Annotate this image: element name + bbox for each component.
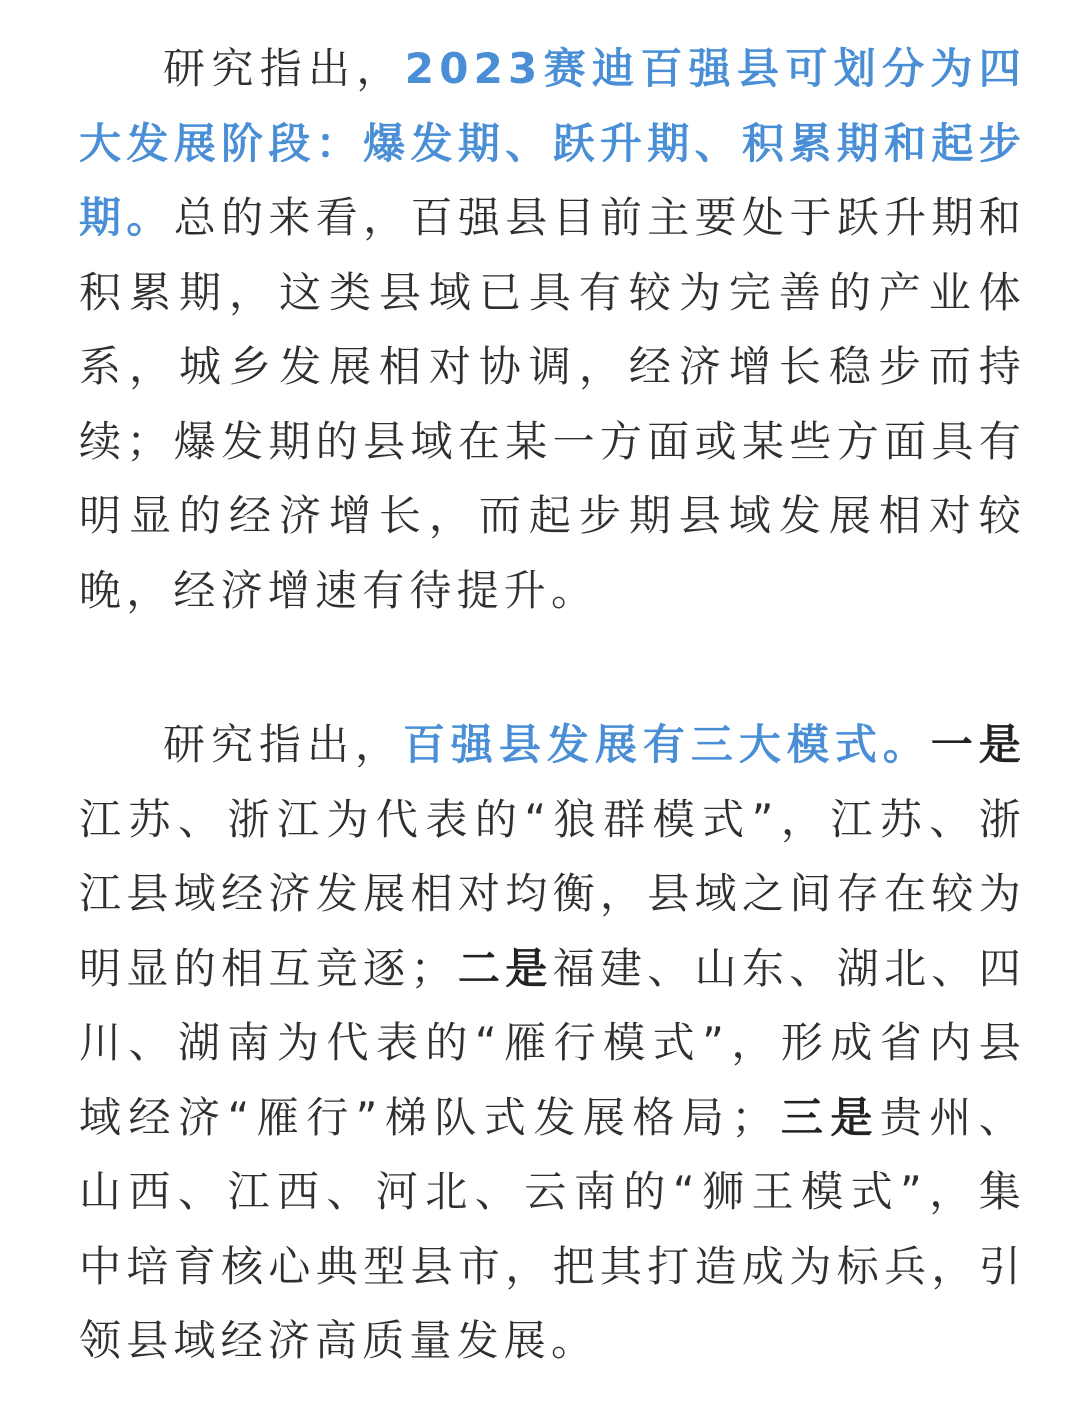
article-body (79, 0, 1026, 1379)
paragraph-development-modes (79, 708, 1026, 1379)
mode-three-label: 三是 (778, 1092, 880, 1142)
paragraph-development-stages (79, 0, 1026, 628)
mode-two-label: 二是 (457, 943, 553, 993)
paragraph-text: 总的来看，百强县目前主要处于跃升期和积累期，这类县域已具有较为完善的产业体系，城乡发展相对协调，经济增长稳步而持续；爆发期的县域在某一方面或某些方面具有明显的经济增长，而起步期县域发展相对较晚，经济增速有待提升。 (79, 193, 1026, 615)
paragraph-lead: 研究指出， (163, 720, 403, 769)
mode-one-text: 江苏、浙江为代表的“狼群模式”，江苏、浙江县域经济发展相对均衡，县域之间存在较为明显的相互竞逐； (79, 794, 1026, 993)
mode-three-text: 贵州、山西、江西、河北、云南的“狮王模式”，集中培育核心典型县市，把其打造成为标兵，引领县域经济高质量发展。 (79, 1092, 1026, 1365)
highlight-stages: 2023赛迪百强县可划分为四大发展阶段：爆发期、跃升期、积累期和起步期。 (79, 44, 1026, 242)
mode-one-label: 一是 (930, 720, 1026, 769)
paragraph-lead: 研究指出， (163, 44, 405, 93)
mode-two-text: 福建、山东、湖北、四川、湖南为代表的“雁行模式”，形成省内县域经济“雁行”梯队式发展格局； (79, 943, 1026, 1142)
highlight-modes: 百强县发展有三大模式。 (402, 720, 931, 769)
